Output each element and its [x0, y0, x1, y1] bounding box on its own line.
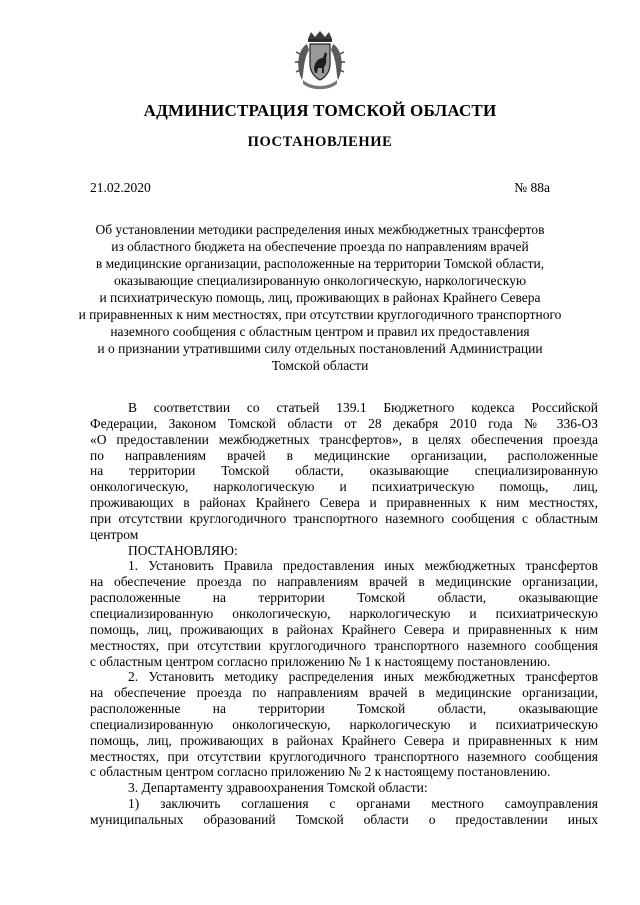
document-date: 21.02.2020: [90, 180, 151, 195]
body-line: местностях, при отсутствии круглогодичного транспортного наземного сообщения: [90, 637, 598, 653]
body-line: В соответствии со статьей 139.1 Бюджетного кодекса Российской: [128, 400, 598, 415]
title-line: из областного бюджета на обеспечение проезда по направлениям врачей: [111, 239, 529, 254]
title-line: и о признании утратившими силу отдельных постановлений Администрации: [97, 341, 543, 356]
title-line: Томской области: [271, 358, 369, 373]
organization-name: АДМИНИСТРАЦИЯ ТОМСКОЙ ОБЛАСТИ: [143, 101, 497, 120]
decree-word: ПОСТАНОВЛЯЮ:: [128, 542, 238, 558]
document-type: ПОСТАНОВЛЕНИЕ: [247, 134, 393, 150]
body-line: проживающих в районах Крайнего Севера и приравненных к ним местностях,: [90, 495, 598, 511]
body-line: онкологическую, наркологическую и психиатрическую помощь, лиц,: [90, 479, 598, 495]
title-line: оказывающие специализированную онкологическую, наркологическую: [113, 273, 527, 288]
body-line: помощь, лиц, проживающих в районах Крайнего Севера и приравненных к ним: [90, 621, 598, 637]
title-line: Об установлении методики распределения иных межбюджетных трансфертов: [95, 222, 545, 237]
body-line: 2. Установить методику распределения иных межбюджетных трансфертов: [128, 669, 598, 685]
body-line: по направлениям врачей в медицинские организации, расположенные: [90, 447, 598, 463]
body-line: с областным центром согласно приложению № 1 к настоящему постановлению.: [90, 653, 551, 669]
body-line: муниципальных образований Томской области о предоставлении иных: [90, 811, 598, 827]
coat-of-arms-tomsk-icon: [294, 30, 346, 92]
body-line: помощь, лиц, проживающих в районах Крайнего Севера и приравненных к ним: [90, 732, 598, 748]
body-line: на обеспечение проезда по направлениям врачей в медицинские организации,: [90, 685, 598, 701]
body-line: расположенные на территории Томской области, оказывающие: [90, 590, 598, 606]
body-line: 1) заключить соглашения с органами местного самоуправления: [128, 796, 598, 812]
body-line: «О предоставлении межбюджетных трансфертов», в целях обеспечения проезда: [90, 431, 598, 447]
document-number: № 88а: [514, 180, 550, 195]
body-line: специализированную онкологическую, наркологическую и психиатрическую: [90, 605, 598, 621]
item-1-paragraph: [90, 558, 598, 669]
body-line: Федерации, Законом Томской области от 28 декабря 2010 года № 336-ОЗ: [90, 415, 598, 431]
document-body: [90, 400, 598, 828]
body-line: на территории Томской области, оказывающие специализированную: [90, 463, 598, 479]
title-line: и психиатрическую помощь, лиц, проживающих в районах Крайнего Севера: [99, 290, 541, 305]
title-line: и приравненных к ним местностях, при отсутствии круглогодичного транспортного: [78, 307, 562, 322]
body-line: при отсутствии круглогодичного транспортного наземного сообщения с областным: [90, 510, 598, 526]
title-line: наземного сообщения с областным центром и правил их предоставления: [110, 324, 530, 339]
body-line: на обеспечение проезда по направлениям врачей в медицинские организации,: [90, 574, 598, 590]
body-line: расположенные на территории Томской области, оказывающие: [90, 701, 598, 717]
item-2-paragraph: [90, 669, 598, 780]
document-title: [70, 221, 570, 374]
body-line: 3. Департаменту здравоохранения Томской области:: [128, 780, 428, 796]
body-line: с областным центром согласно приложению № 2 к настоящему постановлению.: [90, 764, 551, 780]
body-line: центром: [90, 526, 139, 542]
body-line: местностях, при отсутствии круглогодичного транспортного наземного сообщения: [90, 748, 598, 764]
body-line: 1. Установить Правила предоставления иных межбюджетных трансфертов: [128, 558, 598, 574]
item-3-paragraph: [90, 780, 598, 828]
title-line: в медицинские организации, расположенные на территории Томской области,: [95, 256, 545, 271]
preamble-paragraph: [90, 400, 598, 543]
body-line: специализированную онкологическую, наркологическую и психиатрическую: [90, 716, 598, 732]
